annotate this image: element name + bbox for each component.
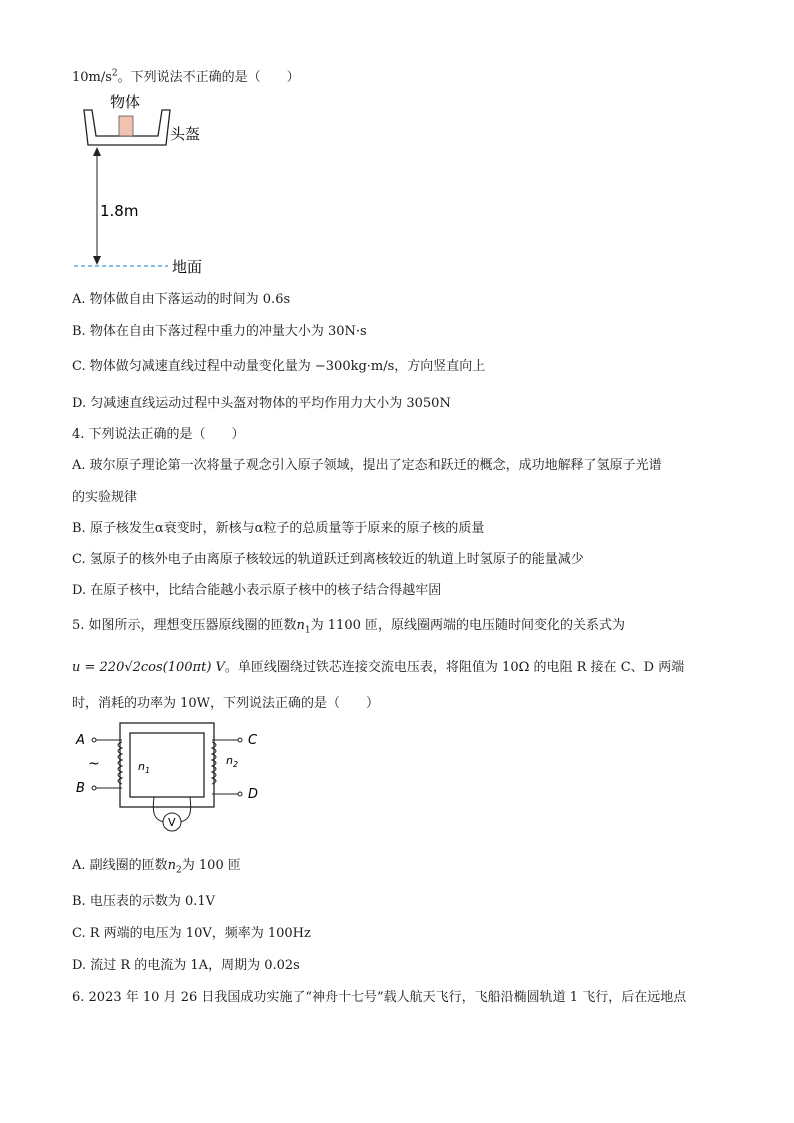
label-n2: $n_2$ bbox=[226, 754, 239, 769]
label-d: D bbox=[248, 787, 259, 802]
object-block bbox=[119, 116, 133, 136]
q5-figure bbox=[72, 718, 272, 843]
q4-option-b: B. 原子核发生α衰变时，新核与α粒子的总质量等于原来的原子核的质量 bbox=[72, 521, 485, 536]
terminal-c bbox=[238, 738, 242, 742]
q5-option-c: C. R 两端的电压为 10V，频率为 100Hz bbox=[72, 926, 311, 941]
q5-option-a: A. 副线圈的匝数$n_2$为 100 匝 bbox=[72, 858, 241, 876]
object-label: 物体 bbox=[110, 93, 141, 111]
q5-stem-line2: u = 220√2cos(100πt) V。单匝线圈绕过铁芯连接交流电压表，将阻值为 10Ω 的电阻 R 接在 C、D 两端 bbox=[72, 660, 685, 675]
arrow-down-icon bbox=[93, 256, 101, 265]
q4-option-a-line2: 的实验规律 bbox=[72, 490, 138, 505]
voltmeter-label: V bbox=[168, 816, 176, 829]
terminal-b bbox=[92, 786, 96, 790]
q3-option-d: D. 匀减速直线运动过程中头盔对物体的平均作用力大小为 3050N bbox=[72, 396, 451, 411]
q3-intro: $10m/s^2$。下列说法不正确的是（ ） bbox=[72, 68, 300, 85]
ground-label: 地面 bbox=[172, 258, 203, 275]
q3-option-b: B. 物体在自由下落过程中重力的冲量大小为 30N·s bbox=[72, 324, 367, 339]
q3-figure bbox=[72, 90, 252, 275]
label-a: A bbox=[76, 733, 85, 748]
q4-option-d: D. 在原子核中，比结合能越小表示原子核中的核子结合得越牢固 bbox=[72, 583, 442, 598]
q5-option-b: B. 电压表的示数为 0.1V bbox=[72, 894, 216, 909]
q5-option-d: D. 流过 R 的电流为 1A，周期为 0.02s bbox=[72, 958, 300, 973]
q5-stem-line3: 时，消耗的功率为 10W，下列说法正确的是（ ） bbox=[72, 696, 380, 711]
helmet-label: 头盔 bbox=[170, 125, 201, 143]
q4-option-c: C. 氢原子的核外电子由离原子核较远的轨道跃迁到离核较近的轨道上时氢原子的能量减少 bbox=[72, 552, 584, 567]
terminal-a bbox=[92, 738, 96, 742]
terminal-d bbox=[238, 792, 242, 796]
q3-option-a: A. 物体做自由下落运动的时间为 0.6s bbox=[72, 292, 291, 307]
ac-source-icon: ~ bbox=[88, 756, 100, 772]
height-label: 1.8m bbox=[100, 202, 139, 220]
label-n1: $n_1$ bbox=[138, 760, 151, 775]
voltage-formula: u = 220√2cos(100πt) V bbox=[72, 660, 225, 675]
q6-stem: 6. 2023 年 10 月 26 日我国成功实施了“神舟十七号”载人航天飞行，飞船沿椭圆轨道 1 飞行，后在远地点 bbox=[72, 990, 687, 1005]
label-c: C bbox=[248, 733, 258, 748]
arrow-up-icon bbox=[93, 147, 101, 156]
q3-option-c: C. 物体做匀减速直线过程中动量变化量为 −300kg·m/s，方向竖直向上 bbox=[72, 359, 486, 374]
q4-option-a-line1: A. 玻尔原子理论第一次将量子观念引入原子领域，提出了定态和跃迁的概念，成功地解释了氢原子光谱 bbox=[72, 458, 662, 473]
label-b: B bbox=[76, 781, 85, 796]
q5-stem-line1: 5. 如图所示，理想变压器原线圈的匝数$n_1$为 1100 匝，原线圈两端的电压随时间变化的关系式为 bbox=[72, 618, 626, 636]
q4-stem: 4. 下列说法正确的是（ ） bbox=[72, 427, 245, 442]
